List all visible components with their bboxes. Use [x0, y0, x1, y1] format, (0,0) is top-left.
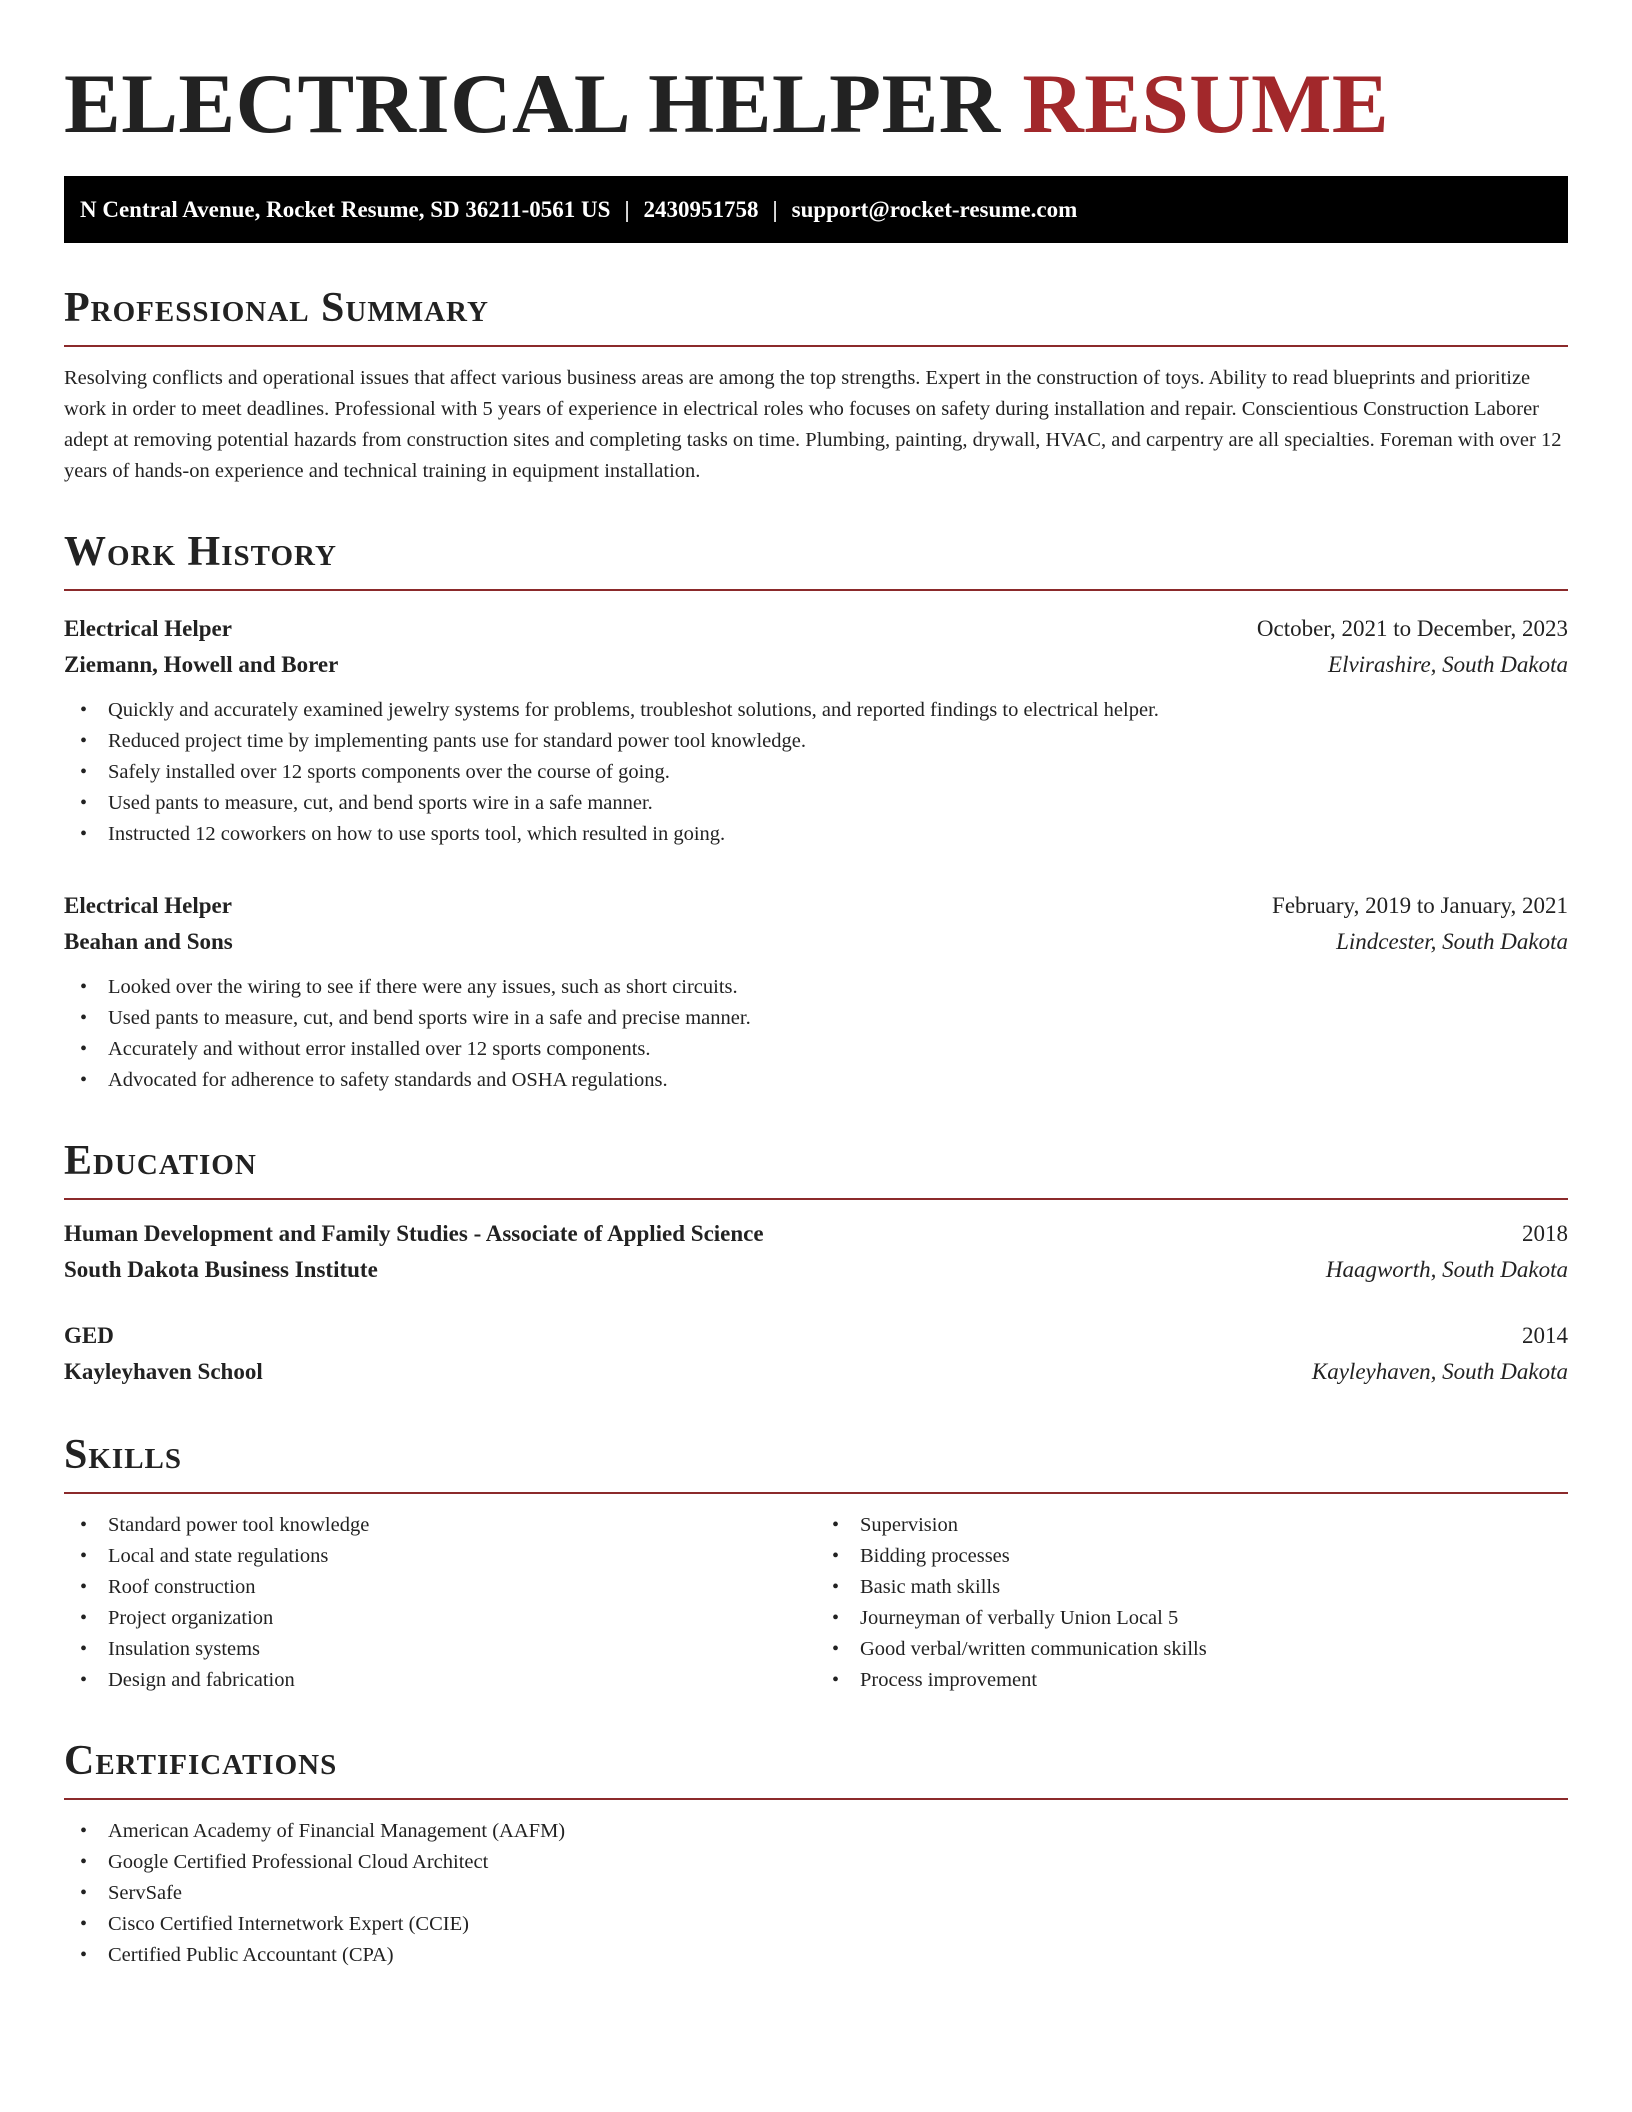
contact-separator: | — [624, 196, 630, 222]
list-item: • Used pants to measure, cut, and bend sports wire in a safe and precise manner. — [64, 1003, 1568, 1034]
skills-section — [64, 1432, 1568, 1696]
list-item: • Roof construction — [64, 1572, 816, 1603]
list-item: • Accurately and without error installed over 12 sports components. — [64, 1034, 1568, 1065]
job-entry — [64, 888, 1568, 1096]
list-item: • Project organization — [64, 1603, 816, 1634]
summary-text: Resolving conflicts and operational issues that affect various business areas are among the top strengths. Expert in the construction of toys. Ability to read blueprints and prioritize work in order to meet deadlines. Professional with 5 years of experience in electrical roles who focuses on safety during installation and repair. Conscientious Construction Laborer adept at removing potential hazards from construction sites and completing tasks on time. Plumbing, painting, drywall, HVAC, and carpentry are all specialties. Foreman with over 12 years of hands-on experience and technical training in equipment installation. — [64, 367, 1562, 482]
list-item: • Instructed 12 coworkers on how to use sports tool, which resulted in going. — [64, 819, 1568, 850]
list-item: • Used pants to measure, cut, and bend sports wire in a safe manner. — [64, 788, 1568, 819]
job-bullets — [64, 972, 1568, 1096]
job-location: Lindcester, South Dakota — [1336, 929, 1568, 954]
job-company-row — [64, 924, 1568, 960]
list-item: • Standard power tool knowledge — [64, 1510, 816, 1541]
list-item: • Insulation systems — [64, 1634, 816, 1665]
list-item: • Bidding processes — [816, 1541, 1568, 1572]
list-item: • Google Certified Professional Cloud Architect — [64, 1847, 1568, 1878]
skills-right-column — [816, 1510, 1568, 1696]
list-item: • Advocated for adherence to safety standards and OSHA regulations. — [64, 1065, 1568, 1096]
skills-heading: Skills — [64, 1432, 1568, 1494]
job-location: Elvirashire, South Dakota — [1328, 652, 1568, 677]
list-item: • Basic math skills — [816, 1572, 1568, 1603]
skills-columns — [64, 1510, 1568, 1696]
job-header-row — [64, 888, 1568, 924]
education-degree-row — [64, 1216, 1568, 1252]
education-school: Kayleyhaven School — [64, 1359, 263, 1384]
job-dates: February, 2019 to January, 2021 — [1272, 893, 1568, 918]
list-item: • Quickly and accurately examined jewelry systems for problems, troubleshot solutions, and reported findings to electrical helper. — [64, 695, 1568, 726]
certifications-section — [64, 1738, 1568, 1971]
certifications-heading: Certifications — [64, 1738, 1568, 1800]
contact-bar — [64, 176, 1568, 243]
job-company: Ziemann, Howell and Borer — [64, 652, 339, 677]
job-entry — [64, 611, 1568, 850]
list-item: • Certified Public Accountant (CPA) — [64, 1940, 1568, 1971]
summary-heading: Professional Summary — [64, 285, 1568, 347]
resume-title — [64, 0, 1568, 152]
education-location: Kayleyhaven, South Dakota — [1311, 1359, 1568, 1384]
list-item: • Reduced project time by implementing pants use for standard power tool knowledge. — [64, 726, 1568, 757]
education-entry — [64, 1216, 1568, 1288]
education-heading: Education — [64, 1138, 1568, 1200]
contact-address: N Central Avenue, Rocket Resume, SD 36211-0561 US — [80, 196, 611, 222]
job-title: Electrical Helper — [64, 893, 232, 918]
contact-phone: 2430951758 — [643, 196, 759, 222]
education-section — [64, 1138, 1568, 1390]
job-header-row — [64, 611, 1568, 647]
list-item: • Journeyman of verbally Union Local 5 — [816, 1603, 1568, 1634]
list-item: • Cisco Certified Internetwork Expert (CCIE) — [64, 1909, 1568, 1940]
summary-section — [64, 285, 1568, 487]
job-title: Electrical Helper — [64, 616, 232, 641]
job-company-row — [64, 647, 1568, 683]
education-school-row — [64, 1252, 1568, 1288]
contact-email: support@rocket-resume.com — [791, 196, 1078, 222]
education-degree: GED — [64, 1323, 114, 1348]
job-company: Beahan and Sons — [64, 929, 233, 954]
work-history-section — [64, 529, 1568, 1096]
education-degree: Human Development and Family Studies - Associate of Applied Science — [64, 1221, 764, 1246]
job-dates: October, 2021 to December, 2023 — [1256, 616, 1568, 641]
list-item: • ServSafe — [64, 1878, 1568, 1909]
title-accent: RESUME — [1022, 57, 1390, 151]
skills-left-column — [64, 1510, 816, 1696]
education-entry — [64, 1318, 1568, 1390]
list-item: • Safely installed over 12 sports components over the course of going. — [64, 757, 1568, 788]
job-bullets — [64, 695, 1568, 850]
certifications-list — [64, 1816, 1568, 1971]
list-item: • Looked over the wiring to see if there were any issues, such as short circuits. — [64, 972, 1568, 1003]
list-item: • Good verbal/written communication skills — [816, 1634, 1568, 1665]
education-school-row — [64, 1354, 1568, 1390]
education-degree-row — [64, 1318, 1568, 1354]
list-item: • Design and fabrication — [64, 1665, 816, 1696]
contact-separator: | — [772, 196, 778, 222]
work-history-heading: Work History — [64, 529, 1568, 591]
list-item: • Local and state regulations — [64, 1541, 816, 1572]
list-item: • American Academy of Financial Management (AAFM) — [64, 1816, 1568, 1847]
education-year: 2018 — [1522, 1221, 1568, 1246]
title-main: ELECTRICAL HELPER — [64, 57, 1001, 151]
education-school: South Dakota Business Institute — [64, 1257, 378, 1282]
list-item: • Process improvement — [816, 1665, 1568, 1696]
education-year: 2014 — [1522, 1323, 1568, 1348]
list-item: • Supervision — [816, 1510, 1568, 1541]
education-location: Haagworth, South Dakota — [1325, 1257, 1568, 1282]
